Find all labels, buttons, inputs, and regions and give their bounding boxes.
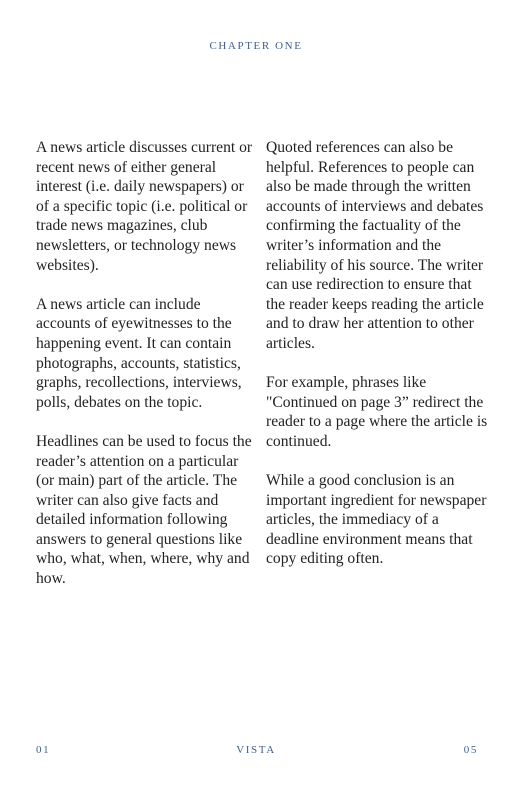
paragraph-left-2: A news article can include accounts of eyewitnesses to the happening event. It can contain photographs, accounts, statistics, graphs, recollections, interviews, polls, debates on the topic. [36,295,242,411]
paragraph-right-3: While a good conclusion is an important ingredient for newspaper articles, the immediacy of a deadline environment means that copy editing often. [266,472,487,568]
paragraph-left-1: A news article discusses current or recent news of either general interest (i.e. daily newspapers) or of a specific topic (i.e. political or trade news magazines, club newsletters, or technology news websites). [36,139,253,274]
left-column [36,138,256,608]
paragraph-left-3: Headlines can be used to focus the reader’s attention on a particular (or main) part of the article. The writer can also give facts and detailed information following answers to general questions like who, what, when, where, why and how. [36,432,252,588]
paragraph-right-1: Quoted references can also be helpful. References to people can also be made through the written accounts of interviews and debates confirming the factuality of the writer’s information and the reliability of his source. The writer can use redirection to ensure that the reader keeps reading the article and to draw her attention to other articles. [266,139,484,352]
paragraph-right-2: For example, phrases like "Continued on page 3” redirect the reader to a page where the article is continued. [266,374,488,450]
footer-title: VISTA [236,744,276,756]
chapter-heading: CHAPTER ONE [209,40,303,52]
footer-left-page-number: 01 [36,744,51,756]
right-column [266,138,488,589]
footer-right-page-number: 05 [463,744,478,756]
